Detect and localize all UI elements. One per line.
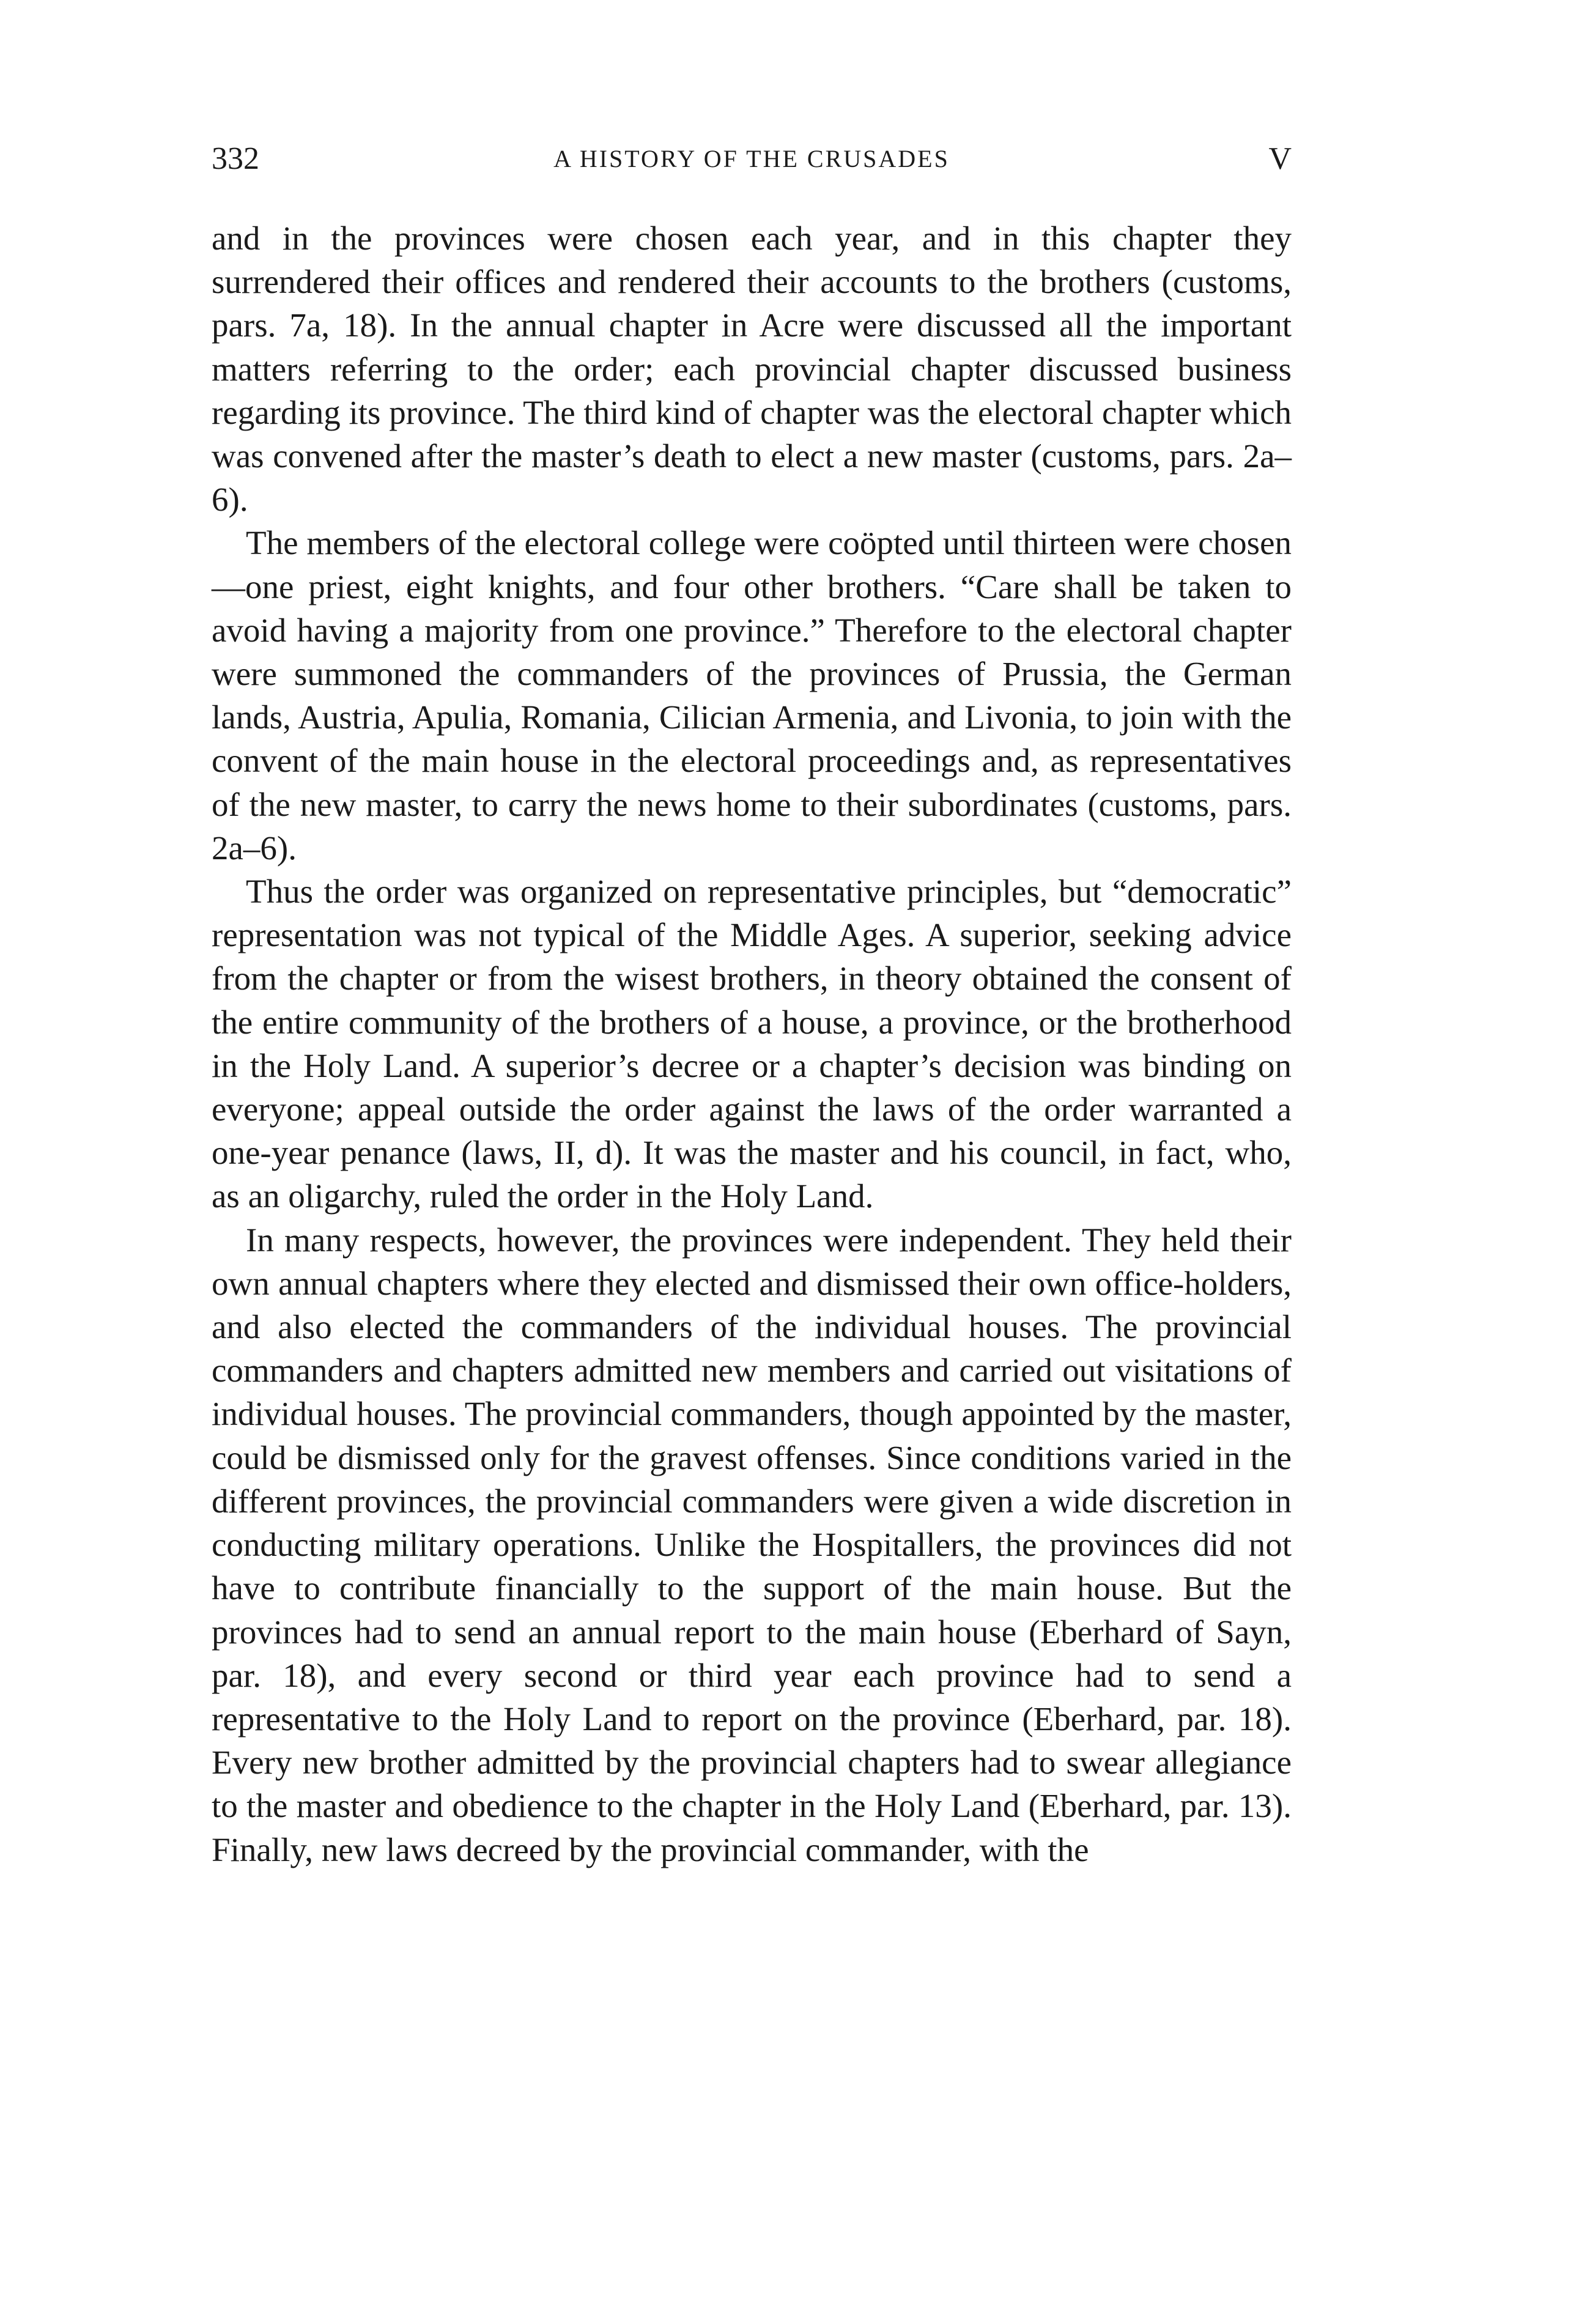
running-head <box>212 135 1292 183</box>
paragraph: The members of the electoral college were coöpted until thirteen were chosen—one priest, eight knights, and four other brothers. “Care shall be taken to avoid having a majority from one province.” Therefore to the electoral chapter were summoned the commanders of the provinces of Prussia, the German lands, Austria, Apulia, Romania, Cilician Armenia, and Livonia, to join with the convent of the main house in the electoral proceedings and, as representatives of the new master, to carry the news home to their subordinates (customs, pars. 2a–6). <box>212 524 1292 867</box>
page-number: 332 <box>212 141 259 176</box>
body-text <box>212 216 1292 1871</box>
paragraph: In many respects, however, the provinces were independent. They held their own annual chapters where they elected and dismissed their own office-holders, and also elected the commanders of the individual houses. The provincial commanders and chapters admitted new members and carried out visitations of individual houses. The provincial commanders, though appointed by the master, could be dismissed only for the gravest offenses. Since conditions varied in the different provinces, the provincial commanders were given a wide discretion in conducting military operations. Unlike the Hospitallers, the provinces did not have to contribute financially to the support of the main house. But the provinces had to send an annual report to the main house (Eberhard of Sayn, par. 18), and every second or third year each province had to send a representative to the Holy Land to report on the province (Eberhard, par. 18). Every new brother admitted by the provincial chapters had to swear allegiance to the master and obedience to the chapter in the Holy Land (Eberhard, par. 13). Finally, new laws decreed by the provincial commander, with the <box>212 1221 1292 1868</box>
paragraph: and in the provinces were chosen each year, and in this chapter they surrendered their offices and rendered their accounts to the brothers (customs, pars. 7a, 18). In the annual chapter in Acre were discussed all the important matters referring to the order; each provincial chapter discussed business regarding its province. The third kind of chapter was the electoral chapter which was convened after the master’s death to elect a new master (customs, pars. 2a–6). <box>212 220 1292 519</box>
part-number: V <box>1268 141 1292 176</box>
book-title: A HISTORY OF THE CRUSADES <box>553 145 950 172</box>
book-page <box>212 135 1292 1871</box>
paragraph: Thus the order was organized on representative principles, but “democratic” representation was not typical of the Middle Ages. A superior, seeking advice from the chapter or from the wisest brothers, in theory obtained the consent of the entire community of the brothers of a house, a province, or the brotherhood in the Holy Land. A superior’s decree or a chapter’s decision was binding on everyone; appeal outside the order against the laws of the order warranted a one-year penance (laws, II, d). It was the master and his council, in fact, who, as an oligarchy, ruled the order in the Holy Land. <box>212 873 1292 1215</box>
